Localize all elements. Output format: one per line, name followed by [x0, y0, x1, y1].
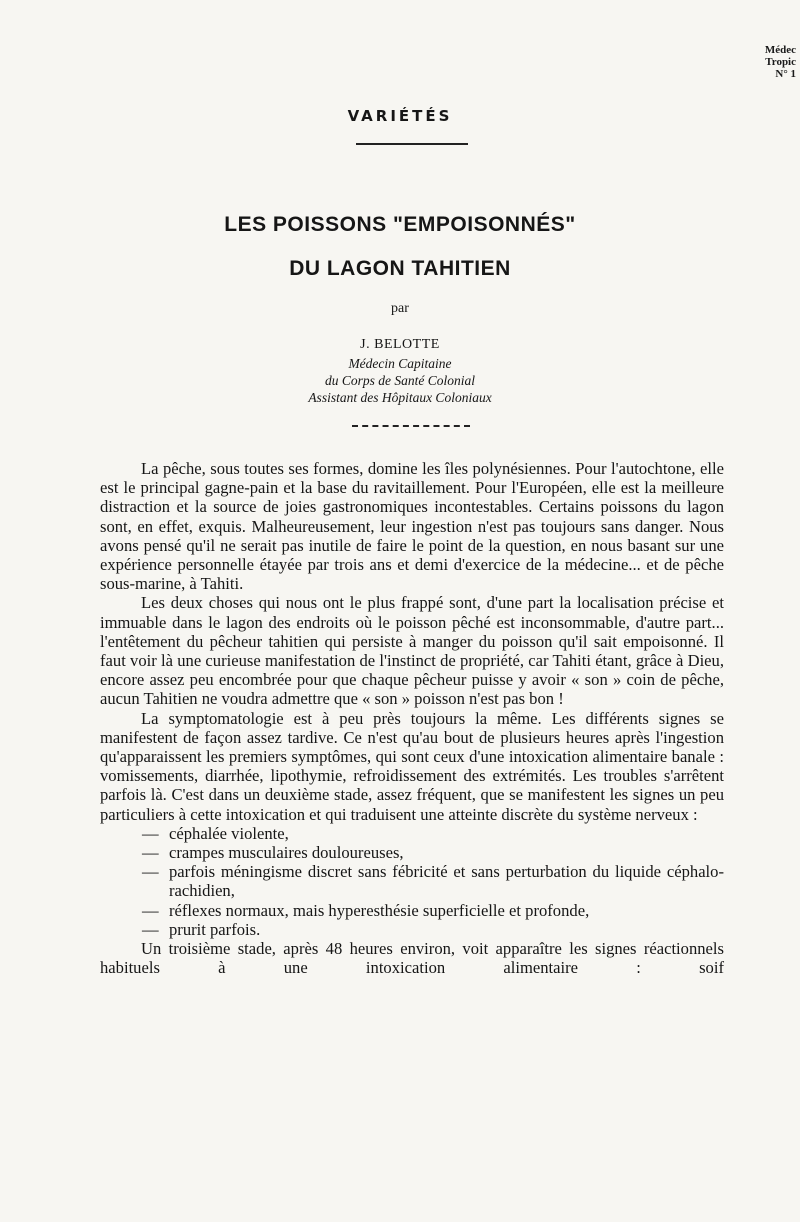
affiliation-line-2: du Corps de Santé Colonial — [324, 373, 475, 388]
article-title-line-2: DU LAGON TAHITIEN — [289, 257, 511, 280]
author-name: J. BELOTTE — [360, 337, 440, 352]
affiliation-line-3: Assistant des Hôpitaux Coloniaux — [308, 390, 492, 405]
list-item: — prurit parfois. — [142, 920, 724, 939]
byline-par: par — [391, 301, 409, 316]
article-body — [100, 459, 724, 977]
section-heading: VARIÉTÉS — [347, 107, 453, 125]
journal-reference — [765, 44, 796, 80]
paragraph-2: Les deux choses qui nous ont le plus frappé sont, d'une part la localisation précise et immuable dans le lagon des endroits où le poisson pêché est inconsommable, d'autre part... l'entêtement du pêcheur tahitien qui persiste à manger du poisson qu'il sait empoisonné. Il faut voir là une curieuse manifestation de l'instinct de propriété, car Tahiti étant, grâce à Dieu, encore assez peu encombrée pour que chaque pêcheur puisse y avoir « son » coin de pêche, aucun Tahitien ne voudra admettre que « son » poisson n'est pas bon ! — [100, 593, 724, 709]
list-item: — céphalée violente, — [142, 824, 724, 843]
corner-line-2: Tropic — [765, 56, 796, 68]
paragraph-1: La pêche, sous toutes ses formes, domine les îles polynésiennes. Pour l'autochtone, elle est le principal gagne-pain et la base du ravitaillement. Pour l'Européen, elle est la meilleure distraction et la source de joies gastronomiques incontestables. Certains poissons du lagon sont, en effet, exquis. Malheureusement, leur ingestion n'est pas toujours sans danger. Nous avons pensé qu'il ne serait pas inutile de faire le point de la question, en nous basant sur une expérience personnelle étayée par trois ans et demi d'exercice de la médecine... et de pêche sous-marine, à Tahiti. — [100, 459, 724, 594]
list-item: — parfois méningisme discret sans fébricité et sans perturbation du liquide céphalo-rachidien, — [142, 862, 724, 900]
list-item: — réflexes normaux, mais hyperesthésie superficielle et profonde, — [142, 901, 724, 920]
corner-line-3: N° 1 — [775, 68, 796, 80]
paragraph-3: La symptomatologie est à peu près toujours la même. Les différents signes se manifestent de façon assez tardive. Ce n'est qu'au bout de plusieurs heures après l'ingestion qu'apparaissent les premiers symptômes, qui sont ceux d'une intoxication alimentaire banale : vomissements, diarrhée, lipothymie, refroidissement des extrémités. Les troubles s'arrêtent parfois là. C'est dans un deuxième stade, assez fréquent, que se manifestent les signes un peu particuliers à cette intoxication et qui traduisent une atteinte discrète du système nerveux : — [100, 708, 724, 824]
section-underline — [356, 143, 468, 145]
list-item: — crampes musculaires douloureuses, — [142, 843, 724, 862]
article-title-line-1: LES POISSONS "EMPOISONNÉS" — [224, 213, 576, 236]
corner-line-1: Médec — [764, 44, 796, 56]
dashed-divider — [352, 425, 470, 427]
paragraph-4: Un troisième stade, après 48 heures environ, voit apparaître les signes réactionnels habituels à une intoxication alimentaire : soif — [100, 939, 724, 978]
symptom-list — [100, 824, 724, 939]
affiliation-line-1: Médecin Capitaine — [348, 356, 452, 371]
